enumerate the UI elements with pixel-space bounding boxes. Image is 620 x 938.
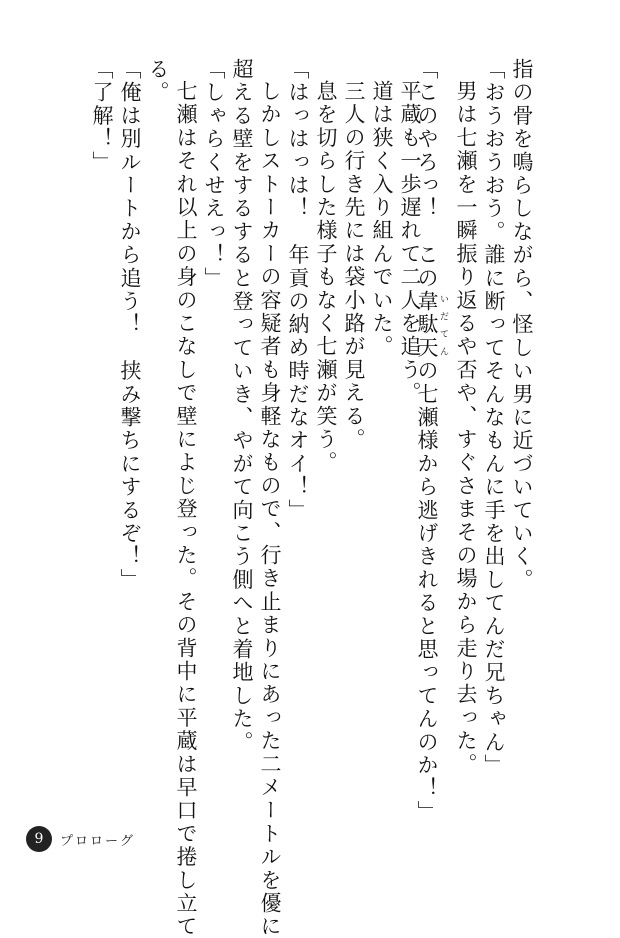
text-line: る。: [146, 58, 170, 105]
text-line: 「このやろっ！ この韋駄天 いだてんの七瀬様から逃げきれると思ってんのか！」: [415, 58, 448, 824]
page-footer: [26, 826, 135, 852]
text-line: 道は狭く入り組んでいた。: [370, 80, 394, 359]
running-title: プロローグ: [60, 833, 136, 849]
ruby-word: 韋駄天 いだてん: [415, 290, 448, 360]
ruby-reading: いだてん: [438, 290, 448, 360]
text-line: 「しゃらくせえっ！」: [202, 58, 226, 290]
text-line: 息を切らした様子もなく七瀬が笑う。: [314, 80, 338, 475]
text-line: 男は七瀬を一瞬振り返るや否や、すぐさまその場から走り去った。: [454, 80, 478, 776]
text-line: しかしストーカーの容疑者も身軽なもので、行き止まりにあった二メートルを優に: [258, 80, 282, 938]
text-line: 「はっはっは！ 年貢の納め時だなオイ！」: [286, 58, 310, 522]
text-line: 「俺は別ルートから追う！ 挟み撃ちにするぞ！」: [118, 58, 142, 592]
text-line: 平蔵も一歩遅れて二人を追う。: [398, 80, 422, 405]
text-line: 超える壁をするすると登っていき、やがて向こう側へと着地した。: [230, 58, 254, 754]
text-line: 指の骨を鳴らしながら、怪しい男に近づいていく。: [510, 58, 534, 592]
text-line: 「了解！」: [90, 58, 114, 174]
text-line: 七瀬はそれ以上の身のこなしで壁によじ登った。その背中に平蔵は早口で捲し立て: [174, 80, 198, 938]
text-line: 三人の行き先には袋小路が見える。: [342, 80, 366, 452]
text-line: 「おうおうおう。誰に断ってそんなもんに手を出してんだ兄ちゃん」: [482, 58, 506, 778]
page-number-badge: 9: [26, 826, 52, 852]
